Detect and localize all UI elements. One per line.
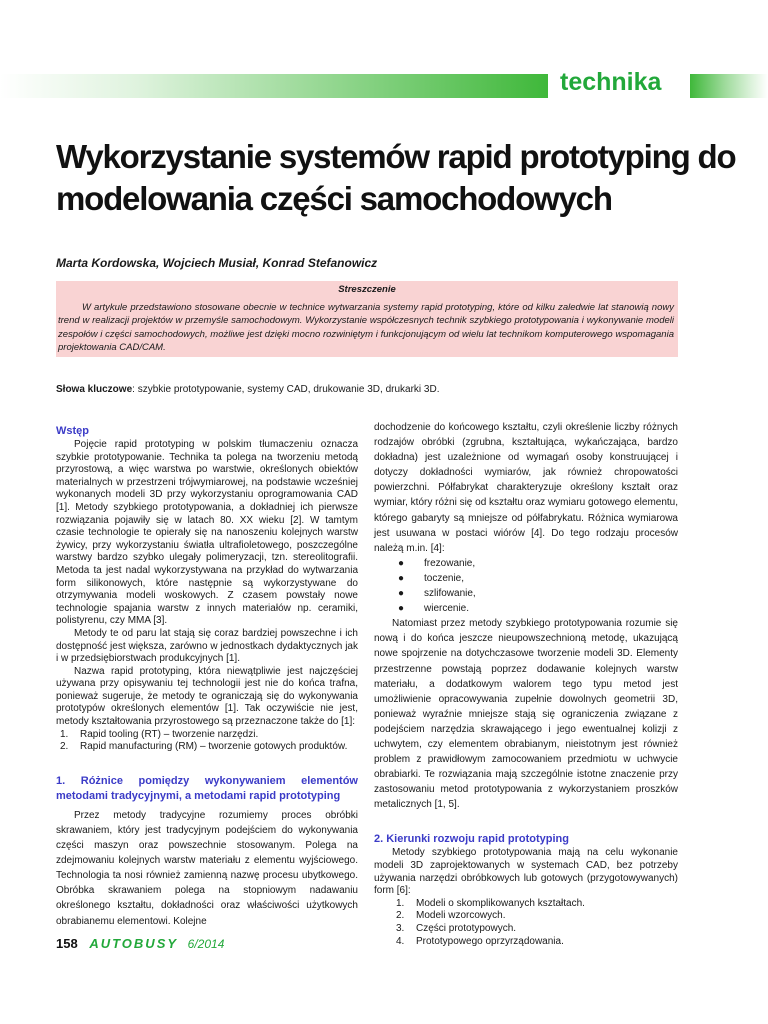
list-number: 3. bbox=[396, 923, 405, 934]
page-footer bbox=[56, 936, 224, 951]
section-1-heading: 1. Różnice pomiędzy wykonywaniem elementów metodami tradycyjnymi, a metodami rapid prototyping bbox=[56, 774, 358, 802]
list-text: Modeli wzorcowych. bbox=[416, 910, 506, 922]
keywords-label: Słowa kluczowe bbox=[56, 384, 133, 395]
section-2-heading: 2. Kierunki rozwoju rapid prototyping bbox=[374, 833, 569, 846]
numbered-list bbox=[56, 729, 358, 754]
list-item bbox=[374, 898, 678, 911]
header-band-right bbox=[690, 74, 768, 98]
list-text: frezowanie, bbox=[424, 557, 476, 569]
article-title: Wykorzystanie systemów rapid prototyping do modelowania części samochodowych bbox=[56, 138, 736, 217]
abstract-heading: Streszczenie bbox=[338, 284, 396, 295]
bullet-icon: ● bbox=[398, 557, 405, 569]
bullet-icon: ● bbox=[398, 588, 405, 600]
page-number: 158 bbox=[56, 936, 78, 951]
paragraph: Nazwa rapid prototyping, która niewątpliwie jest najczęściej używana przy opisywaniu tej technologii jest nie do końca trafna, ponieważ sugeruje, że metody te ograniczają się do wykonywania prototypów określonych elementów [1]. Tak oczywiście nie jest, metody kształtowania przyrostowego są przeznaczone także do [1]: bbox=[56, 665, 358, 728]
list-text: Rapid tooling (RT) – tworzenie narzędzi. bbox=[80, 728, 259, 740]
abstract-text: W artykule przedstawiono stosowane obecnie w technice wytwarzania systemy rapid prototyping, które od kilku zaledwie lat stanowią nowy trend w realizacji projektów w przemyśle samochodowym. Wykorzystanie współczesnych technik szybkiego prototypowania i wykonywanie modeli zespołów i części samochodowych, możliwe jest dzięki mocno rozwiniętym i funkcjonującym od wielu lat technikom komputerowego wspomagania projektowania CAD/CAM. bbox=[58, 302, 674, 354]
list-text: Modeli o skomplikowanych kształtach. bbox=[416, 897, 585, 909]
bullet-icon: ● bbox=[398, 572, 405, 584]
authors: Marta Kordowska, Wojciech Musiał, Konrad Stefanowicz bbox=[56, 256, 378, 270]
list-number: 4. bbox=[396, 935, 405, 947]
numbered-list bbox=[374, 898, 678, 948]
list-item bbox=[56, 729, 358, 742]
list-number: 1. bbox=[396, 897, 405, 909]
list-item bbox=[56, 741, 358, 754]
list-text: szlifowanie, bbox=[424, 588, 476, 600]
list-item bbox=[374, 910, 678, 923]
list-item bbox=[374, 586, 678, 601]
list-text: toczenie, bbox=[424, 572, 465, 584]
paragraph: Przez metody tradycyjne rozumiemy proces obróbki skrawaniem, który jest tradycyjnym podejściem do wykonywania części maszyn oraz powszechnie stosowanym. Polega na zdejmowaniu kolejnych warstw materiału z elementu wyjściowego. Technologia ta nosi również zamienną nazwę procesu ubytkowego. Obróbka skrawaniem polega na stopniowym nadawaniu określonego kształtu, dokładności oraz właściwości użytkowych obrabianemu elementowi. Kolejne bbox=[56, 809, 358, 927]
bullet-list bbox=[374, 556, 678, 616]
paragraph: Metody szybkiego prototypowania mają na celu wykonanie modeli 3D zaprojektowanych w systemach CAD, bez potrzeby używania narzędzi obróbkowych lub gotowych (przygotowywanych) form [6]: bbox=[374, 847, 678, 897]
list-item bbox=[374, 923, 678, 936]
list-text: wiercenie. bbox=[424, 603, 470, 615]
abstract-box bbox=[56, 281, 678, 357]
list-text: Rapid manufacturing (RM) – tworzenie gotowych produktów. bbox=[80, 741, 348, 753]
list-text: Części prototypowych. bbox=[416, 923, 517, 934]
list-item bbox=[374, 571, 678, 586]
list-item bbox=[374, 601, 678, 616]
header-band-left bbox=[0, 74, 548, 98]
paragraph: Natomiast przez metody szybkiego prototypowania rozumie się nową i do końca jeszcze nieupowszechnioną metodę, ukazującą nowe spojrzenie na dotychczasowe tworzenie modeli 3D. Elementy przestrzenne powstają poprzez dodawanie kolejnych warstw materiału, a dodatkowym walorem tego typu metod jest umożliwienie opracowywania zupełnie dowolnych geometrii 3D, ponieważ wyraźnie mniejsze stają się ograniczenia związane z podejściem narzędzia skrawającego i jego ewentualnej kolizji z uchwytem, czy elementem obrabianym, nieistotnym jest również problem z prawidłowym zamocowaniem przedmiotu w uchwycie obrabiarki. Te rozwiązania mają szczególnie istotne znaczenie przy zastosowaniu metod prototypowania z wykorzystaniem proszków metalicznych [1, 5]. bbox=[374, 618, 678, 811]
bullet-icon: ● bbox=[398, 603, 405, 615]
issue-number: 6/2014 bbox=[187, 937, 225, 951]
keywords-text: : szybkie prototypowanie, systemy CAD, drukowanie 3D, drukarki 3D. bbox=[132, 384, 440, 395]
paragraph: dochodzenie do końcowego kształtu, czyli określenie liczby różnych rodzajów obróbki (zgrubna, kształtująca, wykańczająca, bardzo dokładna) jest uzależnione od wymagań osoby konstruującej i dotyczy dokładności wymiarów, jak również chropowatości powierzchni. Półfabrykat charakteryzuje określony kształt oraz wymiar, który różni się od kształtu oraz wymiaru gotowego elementu, którego gabaryty są mniejsze od półfabrykatu. Różnica wymiarowa jest usuwana w postaci wiórów [4]. Do tego rodzaju procesów należą m.in. [4]: bbox=[374, 422, 679, 554]
paragraph: Pojęcie rapid prototyping w polskim tłumaczeniu oznacza szybkie prototypowanie. Technika ta polega na tworzeniu metodą przyrostową, a więc warstwa po warstwie, określonych obiektów materialnych w przestrzeni trójwymiarowej, na podstawie wcześniej wykonanych modeli 3D przy wykorzystaniu oprogramowania CAD [1]. Metody szybkiego prototypowania, a dokładniej ich pierwsze rozwiązania pojawiły się w latach 80. XX wieku [2]. W tamtym czasie technologie te opierały się na nanoszeniu kolejnych warstw żywicy, przy wykorzystaniu światła ultrafioletowego, poszczególne warstwy bardzo szybko ulegały polimeryzacji, tzn. stereolitografii. Metoda ta jest nadal wykorzystywana na przykład do wytwarzania form silikonowych, które następnie są wykorzystywane do otrzymywania modeli woskowych. Z czasem powstały nowe technologie spajania warstw z innych materiałów np. ceramiki, polistyrenu, czy MMA [3]. bbox=[56, 439, 358, 627]
paragraph: Metody te od paru lat stają się coraz bardziej powszechne i ich dostępność jest większa, zarówno w jednostkach dydaktycznych jak i w przedsiębiorstwach produkcyjnych [1]. bbox=[56, 627, 358, 665]
keywords bbox=[56, 384, 439, 395]
column-left bbox=[56, 424, 358, 929]
section-tag: technika bbox=[560, 68, 662, 96]
magazine-name: AUTOBUSY bbox=[89, 936, 179, 951]
list-item bbox=[374, 556, 678, 571]
intro-heading: Wstęp bbox=[56, 425, 89, 437]
column-right bbox=[374, 420, 678, 948]
list-text: Prototypowego oprzyrządowania. bbox=[416, 935, 564, 947]
list-number: 2. bbox=[396, 910, 405, 922]
list-number: 1. bbox=[60, 728, 69, 740]
list-number: 2. bbox=[60, 741, 69, 753]
list-item bbox=[374, 936, 678, 949]
